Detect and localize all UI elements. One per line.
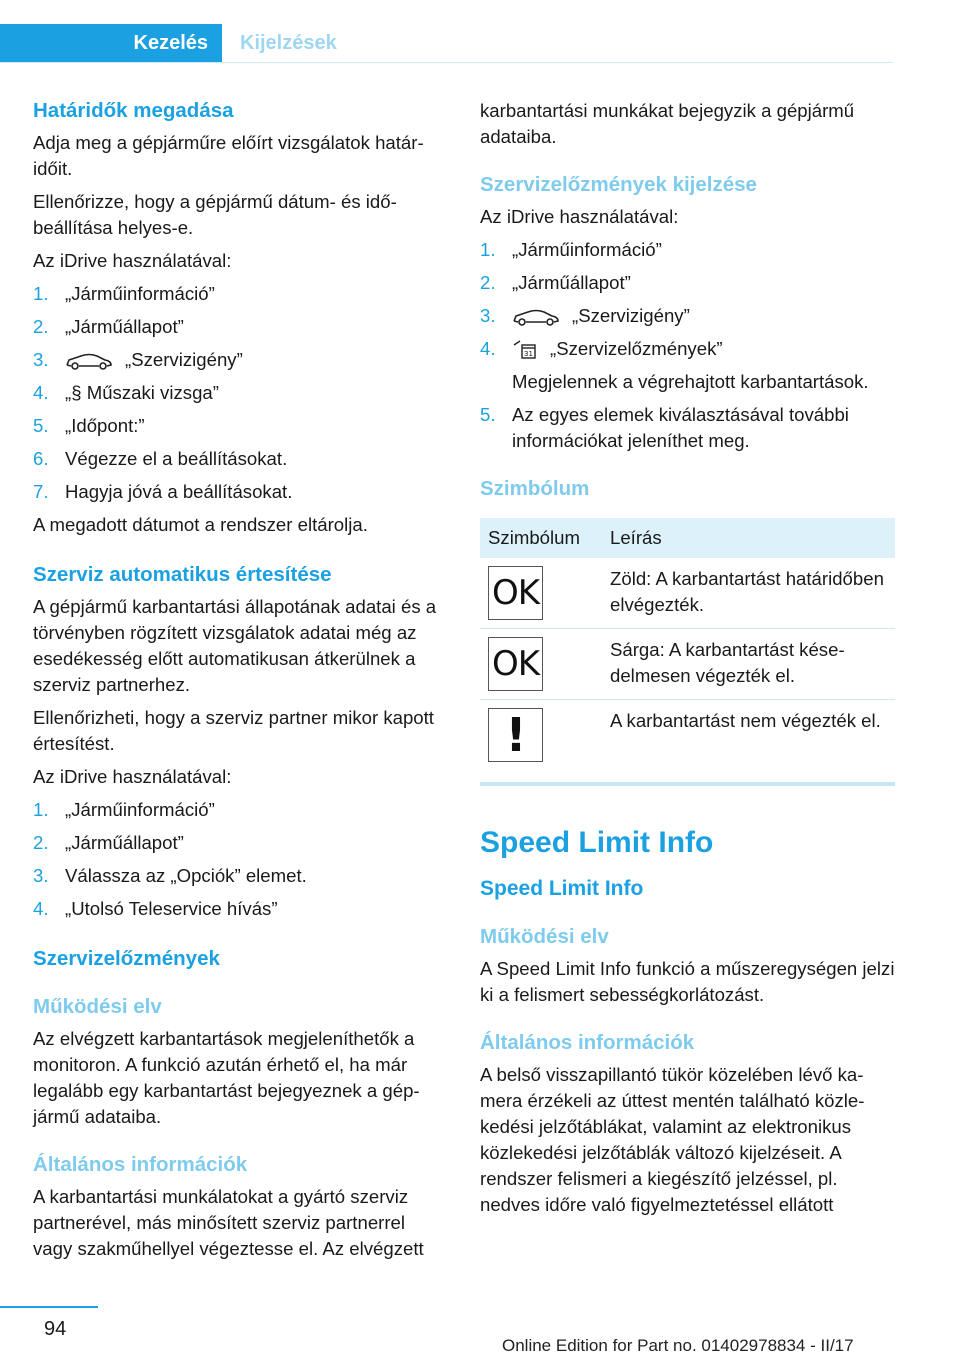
paragraph: Ellenőrizze, hogy a gépjármű dátum- és időbeállítása helyes-e. [33,191,397,238]
paragraph: Az iDrive használatával: [33,766,232,787]
page-number: 94 [44,1318,67,1340]
table-header-row [480,518,895,558]
subsection-title: Általános információk [33,1153,248,1176]
subsection-title: Szervizelőzmények kijelzése [480,173,757,196]
ok-green-symbol: OK [488,566,543,620]
list-item: 3. „Szervizigény” [480,305,690,326]
list-item: 2. „Járműállapot” [480,272,631,293]
list-item-note: Megjelennek a végrehajtott karbantartások. [512,371,869,392]
list-item: 3. „Szervizigény” [33,349,243,370]
list-item: 3. Válassza az „Opciók” elemet. [33,865,307,886]
paragraph: A belső visszapillantó tükör közelében lévő kamera érzékeli az úttest mentén található közlekedési jelzőtáblákat, valamint az elektronikus közlekedési jelzőtáblák változó kijelzéseit. A rendszer felismeri a kiegészítő jelzéssel, pl. nedves időre való figyelmeztetéssel ellátott [480,1064,865,1215]
list-item: 4. „Utolsó Teleservice hívás” [33,898,278,919]
paragraph: Az elvégzett karbantartások megjeleníthetők a monitoron. A funkció azután érhető el, ha már legalább egy karbantartást bejegyeznek a gépjármű adataiba. [33,1028,420,1127]
car-icon [512,308,560,326]
list-item: 5. „Időpont:” [33,415,145,436]
calendar-icon [512,339,538,361]
table-cell: Sárga: A karbantartást késedelmesen végezték el. [602,629,895,700]
left-column [33,98,448,1269]
header-bar [0,24,893,63]
list-item: 4. „§ Műszaki vizsga” [33,382,219,403]
subsection-title: Általános információk [480,1031,695,1054]
steps-list [33,281,448,505]
edition-text: Online Edition for Part no. 01402978834 - II/17 [502,1336,854,1355]
subsection-title: Működési elv [33,995,162,1018]
list-item: 4. 31 „Szervizelőzmények” [480,336,895,362]
paragraph: Az iDrive használatával: [33,250,232,271]
table-header: Leírás [602,518,895,558]
table-cell: A karbantartást nem végezték el. [602,700,895,785]
steps-list [480,237,895,454]
section-title-hataridok: Határidők megadása [33,99,234,122]
list-item: 1. „Járműinformáció” [480,239,662,260]
svg-text:31: 31 [524,350,533,359]
paragraph: A gépjármű karbantartási állapotának adatai és a törvényben rögzített vizsgálatok adatai még az esedékesség előtt automatikusan átkerülnek a szerviz partnerhez. [33,596,437,695]
paragraph: Adja meg a gépjárműre előírt vizsgálatok határidőit. [33,132,424,179]
paragraph: A megadott dátumot a rendszer eltárolja. [33,514,368,535]
ok-yellow-symbol: OK [488,637,543,691]
table-row [480,700,895,785]
list-item: 5. Az egyes elemek kiválasztásával további információkat jeleníthet meg. [480,404,849,451]
section-title-szerviz: Szerviz automatikus értesítése [33,563,332,586]
paragraph: Az iDrive használatával: [480,206,679,227]
right-column [480,98,895,1225]
list-item: 7. Hagyja jóvá a beállításokat. [33,481,293,502]
section-title: Speed Limit Info [480,877,644,900]
symbol-table [480,518,895,786]
tab-kijelzesek[interactable]: Kijelzések [240,31,337,54]
paragraph: Ellenőrizheti, hogy a szerviz partner mikor kapott értesítést. [33,707,434,754]
footer-divider [0,1306,98,1308]
car-icon [65,352,113,370]
list-item: 2. „Járműállapot” [33,316,184,337]
list-item: 1. „Járműinformáció” [33,799,215,820]
paragraph: A karbantartási munkálatokat a gyártó szerviz partnerével, más minősített szerviz partnerrel vagy szakműhellyel végeztesse el. Az elvégzett [33,1186,424,1259]
list-item: 2. „Járműállapot” [33,832,184,853]
subsection-title: Működési elv [480,925,609,948]
list-item: 6. Végezze el a beállításokat. [33,448,288,469]
paragraph: karbantartási munkákat bejegyzik a gépjármű adataiba. [480,100,855,147]
table-cell: Zöld: A karbantartást határidőben elvégezték. [602,558,895,629]
chapter-title: Speed Limit Info [480,826,714,859]
list-item: 1. „Járműinformáció” [33,283,215,304]
tab-kezeles[interactable]: Kezelés [0,24,222,62]
paragraph: A Speed Limit Info funkció a műszeregységen jelzi ki a felismert sebességkorlátozást. [480,958,895,1005]
subsection-title: Szimbólum [480,477,590,500]
section-title-szervizelozmenyek: Szervizelőzmények [33,947,220,970]
table-row [480,558,895,629]
table-row [480,629,895,700]
warning-symbol: ! [488,708,543,762]
steps-list [33,797,448,922]
table-header: Szimbólum [480,518,602,558]
